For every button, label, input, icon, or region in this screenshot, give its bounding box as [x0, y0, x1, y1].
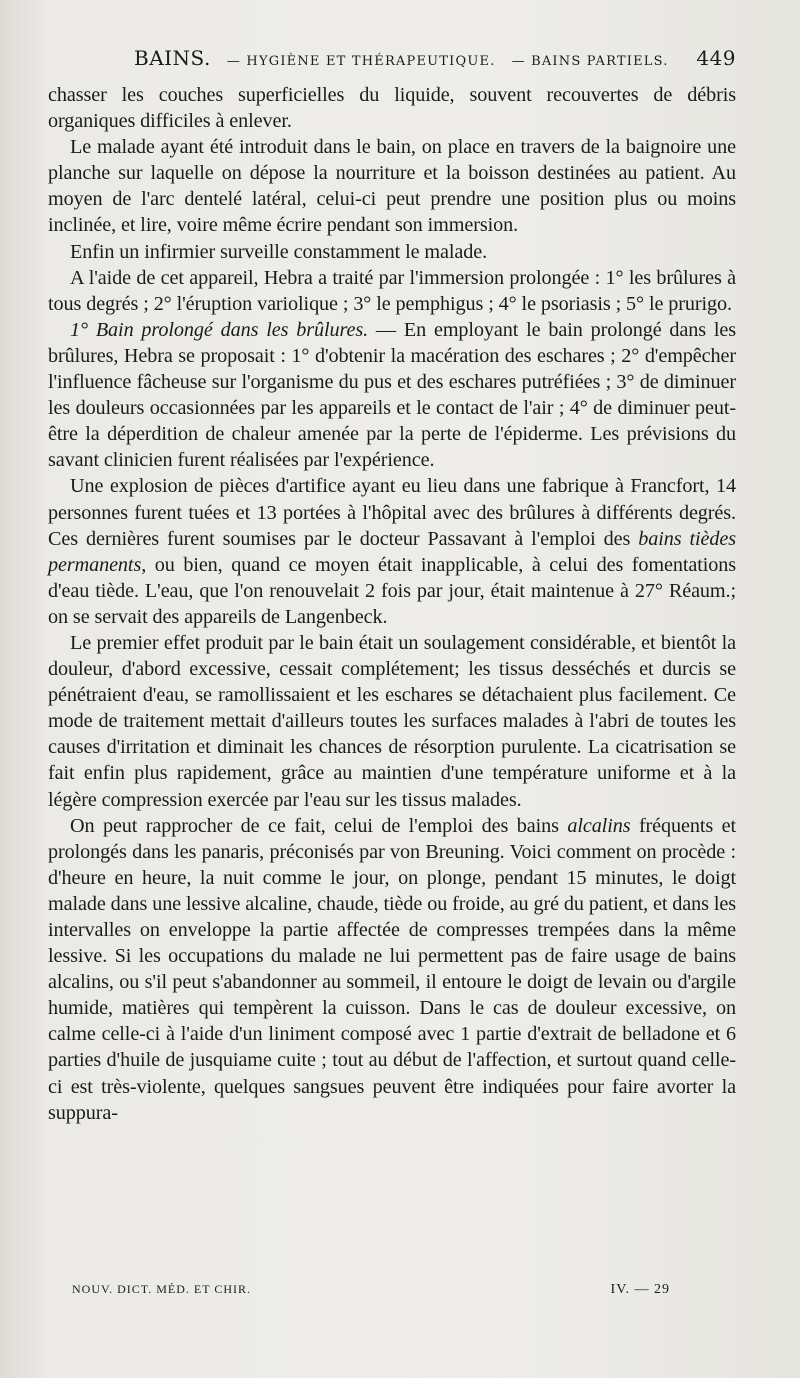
paragraph-text: fréquents et prolongés dans les panaris, préconisés par von Breuning. Voici comment on procède : d'heure en heure, la nuit comme le jour, on plonge, pendant 15 minutes, le doigt malade dans une lessive alcaline, chaude, tiède ou froide, au gré du patient, et dans les intervalles on enveloppe la partie affectée de compresses trempées dans la même lessive. Si les occupations du malade ne lui permettent pas de faire usage de bains alcalins, ou s'il peut s'abandonner au sommeil, il entoure le doigt de levain ou d'argile humide, matières qui tempèrent la cuisson. Dans le cas de douleur excessive, on calme celle-ci à l'aide d'un liniment composé avec 1 partie d'extrait de belladone et 6 parties d'huile de jusquiame cuite ; tout au début de l'affection, et surtout quand celle-ci est très-violente, quelques sangsues peuvent être indiquées pour faire avorter la suppura- [48, 814, 736, 1124]
paragraph-text: , ou bien, quand ce moyen était inapplicable, à celui des fomentations d'eau tiède. L'eau, que l'on renouvelait 2 fois par jour, était maintenue à 27° Réaum.; on se servait des appareils de Langenbeck. [48, 553, 736, 628]
paragraph-text: On peut rapprocher de ce fait, celui de l'emploi des bains [70, 814, 559, 837]
page-footer [72, 1282, 670, 1298]
header-section-title: BAINS. [134, 46, 211, 70]
italic-term: alcalins [567, 814, 631, 837]
header-subtitle: — HYGIÈNE ET THÉRAPEUTIQUE. [226, 54, 496, 69]
footer-signature: NOUV. DICT. MÉD. ET CHIR. [72, 1282, 252, 1296]
paragraph: Le premier effet produit par le bain était un soulagement considérable, et bientôt la douleur, d'abord excessive, cessait complétement; les tissus desséchés et durcis se pénétraient d'eau, se ramollissaient et les eschares se détachaient plus facilement. Ce mode de traitement mettait d'ailleurs toutes les surfaces malades à l'abri de toutes les causes d'irritation et diminait les chances de résorption purulente. La cicatrisation se fait enfin plus rapidement, grâce au maintien d'une température uniforme et à la légère compression exercée par l'eau sur les tissus malades. [48, 631, 736, 811]
paragraph-text: — En employant le bain prolongé dans les brûlures, Hebra se proposait : 1° d'obtenir la macération des eschares ; 2° d'empêcher l'influence fâcheuse sur l'organisme du pus et des eschares putréfiées ; 3° de diminuer les douleurs occasionnées par les appareils et le contact de l'air ; 4° de diminuer peut-être la déperdition de chaleur amenée par la perte de l'épiderme. Les prévisions du savant clinicien furent réalisées par l'expérience. [48, 318, 737, 472]
page-number: 449 [696, 46, 736, 70]
body-text [48, 82, 736, 1126]
paragraph: Le malade ayant été introduit dans le bain, on place en travers de la baignoire une planche sur laquelle on dépose la nourriture et la boisson destinées au patient. Au moyen de l'arc dentelé latéral, celui-ci peut prendre une position plus ou moins inclinée, et lire, voire même écrire pendant son immersion. [48, 136, 736, 237]
paragraph-brulures [48, 317, 736, 474]
footer-volume: IV. — 29 [610, 1282, 670, 1297]
paragraph: Enfin un infirmier surveille constamment le malade. [70, 240, 488, 263]
paragraph-text: Une explosion de pièces d'artifice ayant eu lieu dans une fabrique à Francfort, 14 personnes furent tuées et 13 portées à l'hôpital avec des brûlures à différents degrés. Ces dernières furent soumises par le docteur Passavant à l'emploi des [48, 475, 736, 550]
italic-term: bains tièdes permanents [48, 527, 736, 576]
header-subsection: — BAINS PARTIELS. [511, 54, 669, 69]
paragraph: chasser les couches superficielles du liquide, souvent recouvertes de débris organiques difficiles à enlever. [48, 84, 736, 133]
paragraph: A l'aide de cet appareil, Hebra a traité par l'immersion prolongée : 1° les brûlures à tous degrés ; 2° l'éruption variolique ; 3° le pemphigus ; 4° le psoriasis ; 5° le prurigo. [48, 266, 736, 315]
paragraph-panaris [48, 813, 736, 1126]
subheading-bain-prolonge: 1° Bain prolongé dans les brûlures. [70, 318, 369, 341]
running-header [48, 46, 736, 76]
paragraph-explosion [48, 473, 736, 630]
